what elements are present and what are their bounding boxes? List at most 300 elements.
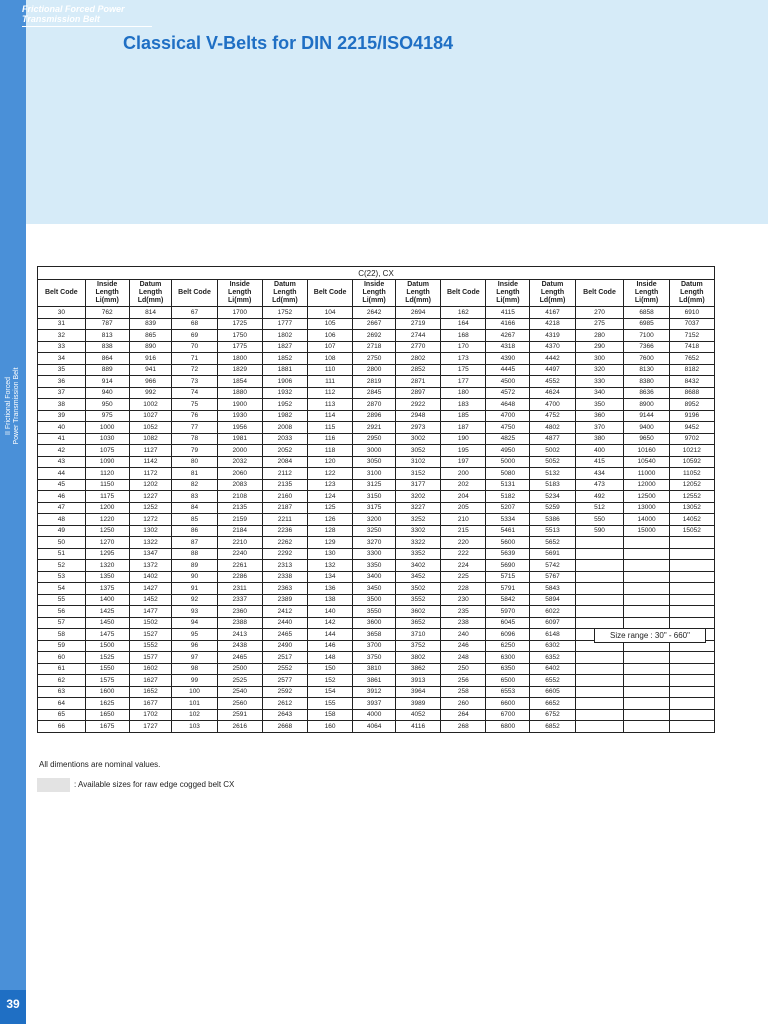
table-cell: 4442 (530, 353, 575, 365)
table-cell: 66 (38, 721, 86, 733)
table-cell: 204 (441, 491, 486, 503)
column-header: Datum Length Ld(mm) (395, 280, 440, 307)
table-cell: 59 (38, 640, 86, 652)
table-cell: 4700 (486, 410, 530, 422)
table-cell: 36 (38, 376, 86, 388)
table-cell: 2950 (353, 433, 396, 445)
table-row (38, 617, 715, 629)
table-cell: 6352 (530, 652, 575, 664)
table-cell: 2135 (262, 479, 307, 491)
table-cell: 3652 (395, 617, 440, 629)
table-cell: 914 (85, 376, 129, 388)
table-row (38, 594, 715, 606)
table-cell (669, 663, 714, 675)
table-cell: 3752 (395, 640, 440, 652)
table-cell: 3152 (395, 468, 440, 480)
table-cell: 3937 (353, 698, 396, 710)
table-row (38, 341, 715, 353)
table-row (38, 318, 715, 330)
table-cell: 7100 (624, 330, 669, 342)
table-cell: 2490 (262, 640, 307, 652)
table-cell: 1425 (85, 606, 129, 618)
table-cell: 71 (172, 353, 217, 365)
table-cell: 5259 (530, 502, 575, 514)
table-cell: 220 (441, 537, 486, 549)
table-cell: 175 (441, 364, 486, 376)
table-cell: 225 (441, 571, 486, 583)
table-cell: 48 (38, 514, 86, 526)
table-cell: 185 (441, 410, 486, 422)
table-cell: 215 (441, 525, 486, 537)
table-cell: 101 (172, 698, 217, 710)
table-row (38, 514, 715, 526)
table-cell: 2465 (217, 652, 262, 664)
table-cell: 3552 (395, 594, 440, 606)
table-cell: 6148 (530, 629, 575, 641)
table-cell: 3550 (353, 606, 396, 618)
table-cell: 12052 (669, 479, 714, 491)
table-cell: 6302 (530, 640, 575, 652)
table-cell: 415 (575, 456, 624, 468)
table-cell: 162 (441, 307, 486, 319)
table-cell: 12500 (624, 491, 669, 503)
table-cell: 8182 (669, 364, 714, 376)
table-cell (575, 594, 624, 606)
table-cell: 6858 (624, 307, 669, 319)
table-cell: 3861 (353, 675, 396, 687)
table-cell: 5690 (486, 560, 530, 572)
table-cell (624, 663, 669, 675)
table-cell: 197 (441, 456, 486, 468)
side-label-line-1: II Frictional Forced (5, 377, 12, 435)
table-cell: 47 (38, 502, 86, 514)
table-cell: 3100 (353, 468, 396, 480)
table-cell: 34 (38, 353, 86, 365)
table-cell: 5970 (486, 606, 530, 618)
table-cell: 3175 (353, 502, 396, 514)
table-cell: 1200 (85, 502, 129, 514)
table-cell: 1127 (129, 445, 172, 457)
table-cell: 275 (575, 318, 624, 330)
table-cell: 6910 (669, 307, 714, 319)
table-cell: 1250 (85, 525, 129, 537)
table-cell: 39 (38, 410, 86, 422)
table-cell: 1372 (129, 560, 172, 572)
table-cell: 2744 (395, 330, 440, 342)
table-cell: 43 (38, 456, 86, 468)
column-header: Inside Length Li(mm) (85, 280, 129, 307)
table-cell: 40 (38, 422, 86, 434)
table-cell: 8432 (669, 376, 714, 388)
table-group-header-row (38, 267, 715, 280)
table-cell: 6552 (530, 675, 575, 687)
table-cell: 65 (38, 709, 86, 721)
table-cell: 2240 (217, 548, 262, 560)
table-cell: 1700 (217, 307, 262, 319)
table-cell: 1320 (85, 560, 129, 572)
table-cell: 53 (38, 571, 86, 583)
column-header: Belt Code (575, 280, 624, 307)
table-row (38, 399, 715, 411)
table-cell: 126 (308, 514, 353, 526)
table-cell: 81 (172, 468, 217, 480)
table-cell: 2692 (353, 330, 396, 342)
table-cell: 3352 (395, 548, 440, 560)
table-cell: 1800 (217, 353, 262, 365)
table-cell: 473 (575, 479, 624, 491)
table-cell: 2262 (262, 537, 307, 549)
table-cell: 1202 (129, 479, 172, 491)
table-cell: 1270 (85, 537, 129, 549)
table-row (38, 709, 715, 721)
table-cell: 1427 (129, 583, 172, 595)
table-cell: 8130 (624, 364, 669, 376)
table-cell: 300 (575, 353, 624, 365)
table-cell: 1295 (85, 548, 129, 560)
table-cell: 6985 (624, 318, 669, 330)
table-cell (575, 606, 624, 618)
table-cell (575, 617, 624, 629)
table-cell: 2517 (262, 652, 307, 664)
table-cell: 1650 (85, 709, 129, 721)
table-cell: 102 (172, 709, 217, 721)
table-cell (624, 698, 669, 710)
table-cell: 2211 (262, 514, 307, 526)
table-cell: 992 (129, 387, 172, 399)
table-cell: 113 (308, 399, 353, 411)
table-cell: 3989 (395, 698, 440, 710)
table-row (38, 686, 715, 698)
table-cell: 94 (172, 617, 217, 629)
table-cell: 890 (129, 341, 172, 353)
table-cell: 93 (172, 606, 217, 618)
table-cell: 380 (575, 433, 624, 445)
table-cell (669, 686, 714, 698)
table-cell: 250 (441, 663, 486, 675)
table-cell (669, 675, 714, 687)
table-cell (669, 594, 714, 606)
table-cell: 2360 (217, 606, 262, 618)
table-cell: 2616 (217, 721, 262, 733)
table-cell: 1652 (129, 686, 172, 698)
table-cell: 132 (308, 560, 353, 572)
table-cell: 2845 (353, 387, 396, 399)
table-cell: 4319 (530, 330, 575, 342)
table-cell: 38 (38, 399, 86, 411)
table-cell: 3322 (395, 537, 440, 549)
table-cell: 125 (308, 502, 353, 514)
table-cell: 202 (441, 479, 486, 491)
table-cell: 14000 (624, 514, 669, 526)
table-cell: 2135 (217, 502, 262, 514)
table-cell: 170 (441, 341, 486, 353)
table-cell (669, 617, 714, 629)
table-cell: 1702 (129, 709, 172, 721)
table-cell: 155 (308, 698, 353, 710)
table-cell: 104 (308, 307, 353, 319)
table-cell: 2413 (217, 629, 262, 641)
table-cell: 5131 (486, 479, 530, 491)
table-cell: 320 (575, 364, 624, 376)
table-cell: 1852 (262, 353, 307, 365)
table-cell: 73 (172, 376, 217, 388)
table-cell (575, 709, 624, 721)
table-cell: 1900 (217, 399, 262, 411)
table-cell (575, 571, 624, 583)
table-cell: 6300 (486, 652, 530, 664)
table-cell: 941 (129, 364, 172, 376)
table-cell: 124 (308, 491, 353, 503)
table-cell: 4500 (486, 376, 530, 388)
table-cell: 1090 (85, 456, 129, 468)
table-cell: 8380 (624, 376, 669, 388)
table-cell: 5052 (530, 456, 575, 468)
table-cell: 235 (441, 606, 486, 618)
table-cell: 6852 (530, 721, 575, 733)
table-cell: 74 (172, 387, 217, 399)
table-cell: 75 (172, 399, 217, 411)
table-cell: 103 (172, 721, 217, 733)
table-cell: 4000 (353, 709, 396, 721)
table-cell: 3270 (353, 537, 396, 549)
table-cell: 889 (85, 364, 129, 376)
table-cell: 3125 (353, 479, 396, 491)
table-row (38, 422, 715, 434)
table-cell: 1550 (85, 663, 129, 675)
belt-section-header: C(22), CX (38, 267, 715, 280)
table-cell: 12552 (669, 491, 714, 503)
table-cell: 195 (441, 445, 486, 457)
table-cell: 5000 (486, 456, 530, 468)
table-cell: 2108 (217, 491, 262, 503)
table-cell: 2389 (262, 594, 307, 606)
table-cell: 270 (575, 307, 624, 319)
table-cell: 290 (575, 341, 624, 353)
table-cell: 2292 (262, 548, 307, 560)
table-cell: 10160 (624, 445, 669, 457)
table-cell: 6600 (486, 698, 530, 710)
table-cell: 1227 (129, 491, 172, 503)
table-cell: 8688 (669, 387, 714, 399)
table-cell: 177 (441, 376, 486, 388)
table-cell: 13052 (669, 502, 714, 514)
page-title: Classical V-Belts for DIN 2215/ISO4184 (123, 33, 454, 53)
table-cell: 70 (172, 341, 217, 353)
table-cell: 183 (441, 399, 486, 411)
table-cell: 787 (85, 318, 129, 330)
table-cell: 1452 (129, 594, 172, 606)
table-cell: 1150 (85, 479, 129, 491)
table-cell: 7037 (669, 318, 714, 330)
table-cell: 52 (38, 560, 86, 572)
table-cell: 1347 (129, 548, 172, 560)
table-cell: 2032 (217, 456, 262, 468)
table-cell: 1627 (129, 675, 172, 687)
table-cell: 1777 (262, 318, 307, 330)
table-cell: 2160 (262, 491, 307, 503)
table-cell: 5600 (486, 537, 530, 549)
table-cell: 9400 (624, 422, 669, 434)
table-cell: 330 (575, 376, 624, 388)
table-cell: 4624 (530, 387, 575, 399)
legend-text: : Available sizes for raw edge cogged belt CX (74, 780, 235, 789)
table-cell: 1625 (85, 698, 129, 710)
table-cell: 120 (308, 456, 353, 468)
table-cell: 1475 (85, 629, 129, 641)
table-cell: 1477 (129, 606, 172, 618)
table-cell (624, 548, 669, 560)
table-cell: 3400 (353, 571, 396, 583)
category-tag (22, 4, 125, 24)
table-row (38, 433, 715, 445)
table-cell: 11000 (624, 468, 669, 480)
table-cell: 2236 (262, 525, 307, 537)
table-cell: 2897 (395, 387, 440, 399)
table-cell: 2083 (217, 479, 262, 491)
table-cell: 1002 (129, 399, 172, 411)
table-cell: 150 (308, 663, 353, 675)
table-cell: 78 (172, 433, 217, 445)
table-cell: 6700 (486, 709, 530, 721)
table-cell: 142 (308, 617, 353, 629)
column-header: Inside Length Li(mm) (486, 280, 530, 307)
size-range-note: Size range : 30" - 660" (594, 628, 706, 643)
table-cell: 3050 (353, 456, 396, 468)
table-cell: 99 (172, 675, 217, 687)
table-cell (669, 652, 714, 664)
table-cell: 1881 (262, 364, 307, 376)
table-cell: 3600 (353, 617, 396, 629)
table-cell (575, 698, 624, 710)
table-row (38, 353, 715, 365)
table-cell: 112 (308, 387, 353, 399)
table-cell: 966 (129, 376, 172, 388)
table-cell: 4648 (486, 399, 530, 411)
table-cell: 4167 (530, 307, 575, 319)
table-cell: 5002 (530, 445, 575, 457)
table-cell: 5791 (486, 583, 530, 595)
table-cell: 230 (441, 594, 486, 606)
table-cell: 41 (38, 433, 86, 445)
table-cell: 8900 (624, 399, 669, 411)
table-cell: 3913 (395, 675, 440, 687)
table-cell: 940 (85, 387, 129, 399)
table-cell: 4877 (530, 433, 575, 445)
table-cell: 2500 (217, 663, 262, 675)
column-header: Belt Code (441, 280, 486, 307)
table-cell: 5207 (486, 502, 530, 514)
table-cell: 3002 (395, 433, 440, 445)
table-cell: 33 (38, 341, 86, 353)
table-cell: 130 (308, 548, 353, 560)
table-cell: 168 (441, 330, 486, 342)
table-cell: 56 (38, 606, 86, 618)
table-cell: 1402 (129, 571, 172, 583)
table-cell: 5132 (530, 468, 575, 480)
table-cell: 2112 (262, 468, 307, 480)
table-cell: 4052 (395, 709, 440, 721)
table-cell: 5513 (530, 525, 575, 537)
table-cell: 61 (38, 663, 86, 675)
table-cell: 108 (308, 353, 353, 365)
table-cell: 1752 (262, 307, 307, 319)
table-cell: 1854 (217, 376, 262, 388)
table-cell: 3177 (395, 479, 440, 491)
table-row (38, 583, 715, 595)
table-cell: 144 (308, 629, 353, 641)
table-cell: 187 (441, 422, 486, 434)
table-cell: 6022 (530, 606, 575, 618)
table-cell: 2363 (262, 583, 307, 595)
table-cell: 115 (308, 422, 353, 434)
side-band (0, 0, 26, 1024)
table-cell: 4497 (530, 364, 575, 376)
legend-swatch (37, 778, 70, 792)
column-header: Datum Length Ld(mm) (262, 280, 307, 307)
table-cell: 1981 (217, 433, 262, 445)
table-cell: 85 (172, 514, 217, 526)
table-cell: 136 (308, 583, 353, 595)
table-cell: 1502 (129, 617, 172, 629)
table-cell: 3452 (395, 571, 440, 583)
table-row (38, 652, 715, 664)
table-cell: 224 (441, 560, 486, 572)
column-header: Inside Length Li(mm) (353, 280, 396, 307)
table-cell: 1120 (85, 468, 129, 480)
table-cell: 5843 (530, 583, 575, 595)
table-cell: 370 (575, 422, 624, 434)
table-cell: 5639 (486, 548, 530, 560)
table-cell: 100 (172, 686, 217, 698)
table-cell: 140 (308, 606, 353, 618)
table-cell (669, 583, 714, 595)
table-cell: 838 (85, 341, 129, 353)
table-cell: 1172 (129, 468, 172, 480)
table-cell: 6097 (530, 617, 575, 629)
table-cell (624, 594, 669, 606)
table-cell: 50 (38, 537, 86, 549)
table-cell: 138 (308, 594, 353, 606)
table-cell: 240 (441, 629, 486, 641)
table-cell: 6250 (486, 640, 530, 652)
table-cell: 96 (172, 640, 217, 652)
table-cell: 590 (575, 525, 624, 537)
table-cell: 3500 (353, 594, 396, 606)
table-cell: 2438 (217, 640, 262, 652)
table-cell: 42 (38, 445, 86, 457)
table-cell: 2667 (353, 318, 396, 330)
table-cell: 4825 (486, 433, 530, 445)
table-cell: 492 (575, 491, 624, 503)
table-cell: 210 (441, 514, 486, 526)
table-cell: 9144 (624, 410, 669, 422)
table-cell: 13000 (624, 502, 669, 514)
table-cell: 434 (575, 468, 624, 480)
table-row (38, 387, 715, 399)
table-cell: 2052 (262, 445, 307, 457)
table-cell: 2465 (262, 629, 307, 641)
table-cell: 2750 (353, 353, 396, 365)
table-cell: 44 (38, 468, 86, 480)
table-cell: 95 (172, 629, 217, 641)
table-cell: 2973 (395, 422, 440, 434)
table-cell: 7152 (669, 330, 714, 342)
table-cell: 205 (441, 502, 486, 514)
table-cell: 1450 (85, 617, 129, 629)
table-cell (669, 709, 714, 721)
table-cell: 2008 (262, 422, 307, 434)
table-cell: 80 (172, 456, 217, 468)
